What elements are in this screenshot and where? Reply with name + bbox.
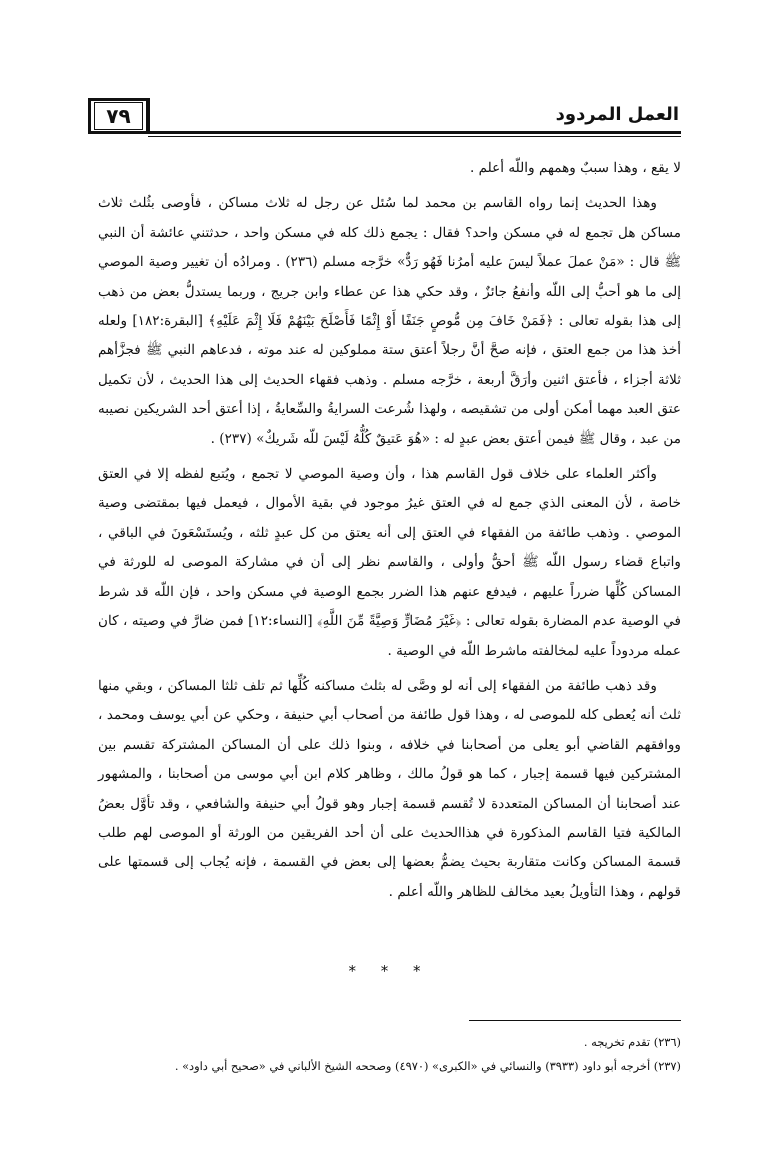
header-rule-thin	[148, 136, 681, 137]
footnote-237: (٢٣٧) أخرجه أبو داود (٣٩٣٣) والنسائي في «الكبرى» (٤٩٧٠) وصححه الشيخ الألباني في «صحيح أبي داود» .	[174, 1059, 681, 1073]
running-title: العمل المردود	[555, 104, 679, 125]
footnote-236: (٢٣٦) تقدم تخريجه .	[583, 1035, 681, 1049]
body-text	[98, 154, 681, 913]
paragraph-3: وأكثر العلماء على خلاف قول القاسم هذا ، وأن وصية الموصي لا تجمع ، ويُتبع لفظه إلا في العتق خاصة ، لأن المعنى الذي جمع له في العتق غيرُ موجود في بقية الأموال ، فيعمل فيها بمقتضى وصية الموصي . وذهب طائفة من الفقهاء في العتق إلى أنه يعتق من كل عبدٍ ثلثه ، ويُستَسْعَونَ في الباقي ، واتباع قضاء رسول اللّه ﷺ أحقُّ وأولى ، والقاسم نظر إلى أن في مشاركة الموصى له للورثة في المساكن كُلِّها ضرراً عليهم ، فيدفع عنهم هذا الضرر بجمع الوصية في مسكن واحد ، فإن اللّه قد شرط في الوصية عدم المضارة بقوله تعالى : ﴿غَيْرَ مُضَارٍّ وَصِيَّةً مِّنَ اللَّهِ﴾ [النساء:١٢] فمن ضارَّ في وصيته ، كان عمله مردوداً عليه لمخالفته ماشرط اللّه في الوصية .	[98, 466, 681, 659]
footnote-rule	[469, 1020, 681, 1021]
paragraph-1: لا يقع ، وهذا سببٌ وهمهم واللّه أعلم .	[469, 160, 681, 176]
page-number: ٧٩	[88, 98, 150, 134]
header-rule	[148, 131, 681, 134]
footnotes	[98, 1030, 681, 1078]
paragraph-2: وهذا الحديث إنما رواه القاسم بن محمد لما سُئل عن رجل له ثلاث مساكن ، فأوصى بثُلث ثلاث مساكن هل تجمع له في مسكن واحد؟ فقال : يجمع ذلك كله في مسكن واحد ، حدثتني عائشة أن النبي ﷺ قال : «مَنْ عملَ عملاً ليسَ عليه أمرُنا فَهُو رَدٌّ» خرَّجه مسلم (٢٣٦) . ومرادُه أن تغيير وصية الموصي إلى ما هو أحبُّ إلى اللّه وأنفعُ جائزٌ ، وقد حكي هذا عن عطاء وابن جريج ، وربما يستدلُّ بعض من ذهب إلى هذا بقوله تعالى : ﴿فَمَنْ خَافَ مِن مُّوصٍ جَنَفًا أَوْ إِثْمًا فَأَصْلَحَ بَيْنَهُمْ فَلَا إِثْمَ عَلَيْهِ﴾ [البقرة:١٨٢] ولعله أخذ هذا من جمع العتق ، فإنه صحَّ أنَّ رجلاً أعتق ستة مملوكين له عند موته ، فدعاهم النبي ﷺ فجزَّأهم ثلاثة أجزاء ، فأعتق اثنين وأرَقَّ أربعة ، خرَّجه مسلم . وذهب فقهاء الحديث إلى هذا الحديث ، لأن تكميل عتق العبد مهما أمكن أولى من تشقيصه ، ولهذا شُرعت السرايةُ والسِّعايةُ ، إذا أعتق أحد الشريكين نصيبه من عبد ، وقال ﷺ فيمن أعتق بعض عبدٍ له : «هُوَ عَتيقٌ كُلُّهُ لَيْسَ للّه شَريكٌ» (٢٣٧) .	[98, 195, 682, 447]
paragraph-4: وقد ذهب طائفة من الفقهاء إلى أنه لو وصَّى له بثلث مساكنه كُلِّها ثم تلف ثلثا المساكن ، وبقي منها ثلث أنه يُعطى كله للموصى له ، وهذا قول طائفة من أصحاب أبي حنيفة ، وحكي عن أبي يوسف ومحمد ، ووافقهم القاضي أبو يعلى من أصحابنا في خلافه ، وبنوا ذلك على أن المساكن المشتركة تقسم بين المشتركين فيها قسمة إجبار ، كما هو قولُ مالك ، وظاهر كلام ابن أبي موسى من أصحابنا ، والمشهور عند أصحابنا أن المساكن المتعددة لا تُقسم قسمة إجبار وهو قولُ أبي حنيفة والشافعي ، وقد تأوَّل بعضُ المالكية فتيا القاسم المذكورة في هذاالحديث على أن أحد الفريقين من الورثة أو الموصى لهم طلب قسمة المساكن وكانت متقاربة بحيث يضمُّ بعضها إلى بعض في القسمة ، فإنه يُجاب إلى قسمتها على قولهم ، وهذا التأويلُ بعيد مخالف للظاهر واللّه أعلم .	[98, 677, 681, 900]
section-separator: * * *	[348, 962, 431, 980]
